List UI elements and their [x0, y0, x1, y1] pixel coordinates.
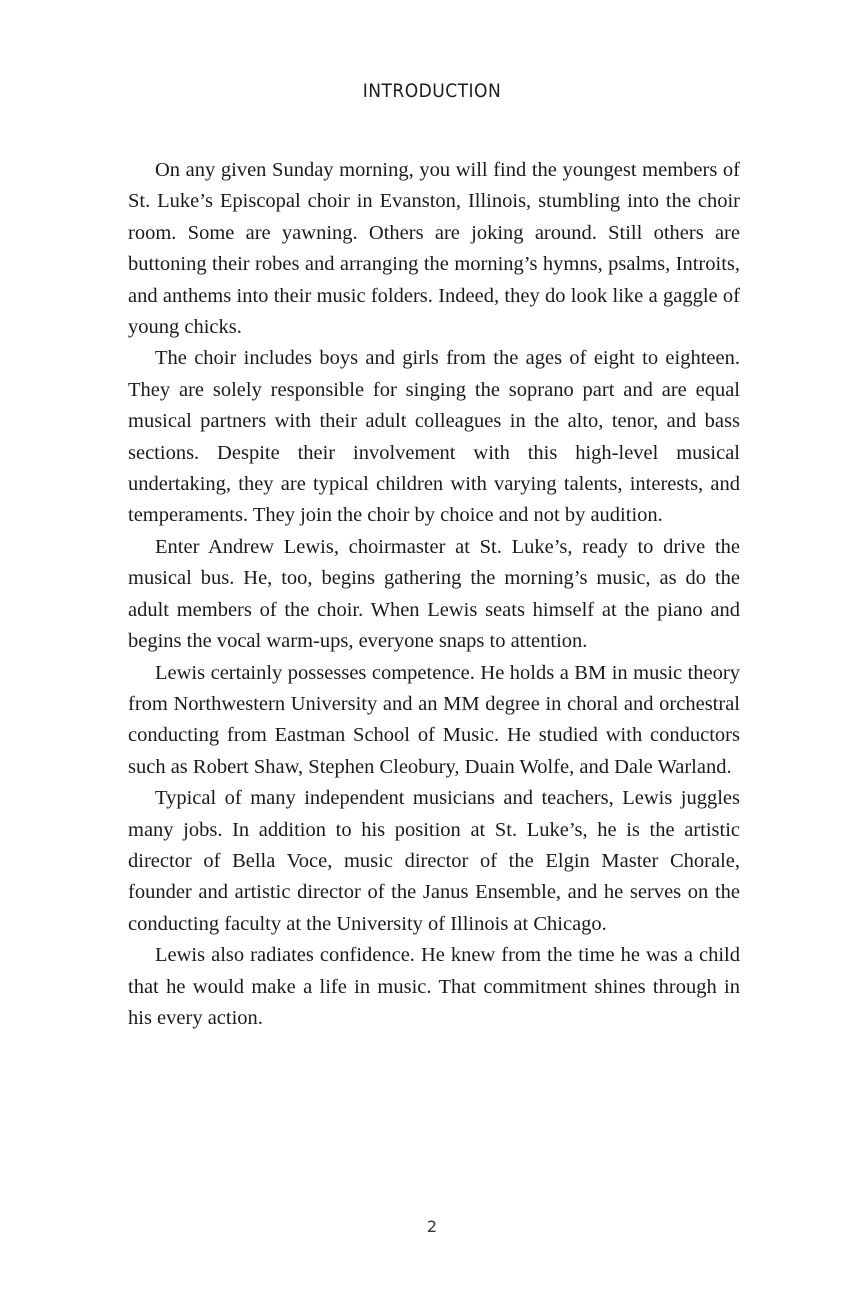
paragraph: Typical of many independent musicians and teachers, Lewis juggles many jobs. In addition to his position at St. Luke’s, he is the artistic director of Bella Voce, music director of the Elgin Master Chorale, founder and artistic director of the Janus Ensemble, and he serves on the conducting faculty at the University of Illinois at Chicago. [128, 787, 740, 935]
paragraph: Lewis also radiates confidence. He knew from the time he was a child that he would make a life in music. That commitment shines through in his every action. [128, 944, 740, 1029]
chapter-title: INTRODUCTION [362, 80, 502, 102]
paragraph: The choir includes boys and girls from the ages of eight to eighteen. They are solely responsible for singing the soprano part and are equal musical partners with their adult colleagues in the alto, tenor, and bass sections. Despite their involvement with this high-level musical undertaking, they are typical children with varying talents, interests, and temperaments. They join the choir by choice and not by audition. [128, 347, 740, 527]
paragraph: Enter Andrew Lewis, choirmaster at St. Luke’s, ready to drive the musical bus. He, too, begins gathering the morning’s music, as do the adult members of the choir. When Lewis seats himself at the piano and begins the vocal warm-ups, everyone snaps to attention. [128, 535, 740, 653]
paragraph: Lewis certainly possesses competence. He holds a BM in music theory from Northwestern University and an MM degree in choral and orchestral conducting from Eastman School of Music. He studied with conductors such as Robert Shaw, Stephen Cleobury, Duain Wolfe, and Dale Warland. [128, 661, 740, 778]
page-number: 2 [426, 1217, 438, 1236]
paragraph: On any given Sunday morning, you will find the youngest members of St. Luke’s Episcopal choir in Evanston, Illinois, stumbling into the choir room. Some are yawning. Others are joking around. Still others are buttoning their robes and arranging the morning’s hymns, psalms, Introits, and anthems into their music folders. Indeed, they do look like a gaggle of young chicks. [128, 159, 740, 339]
body-text [128, 155, 740, 1034]
